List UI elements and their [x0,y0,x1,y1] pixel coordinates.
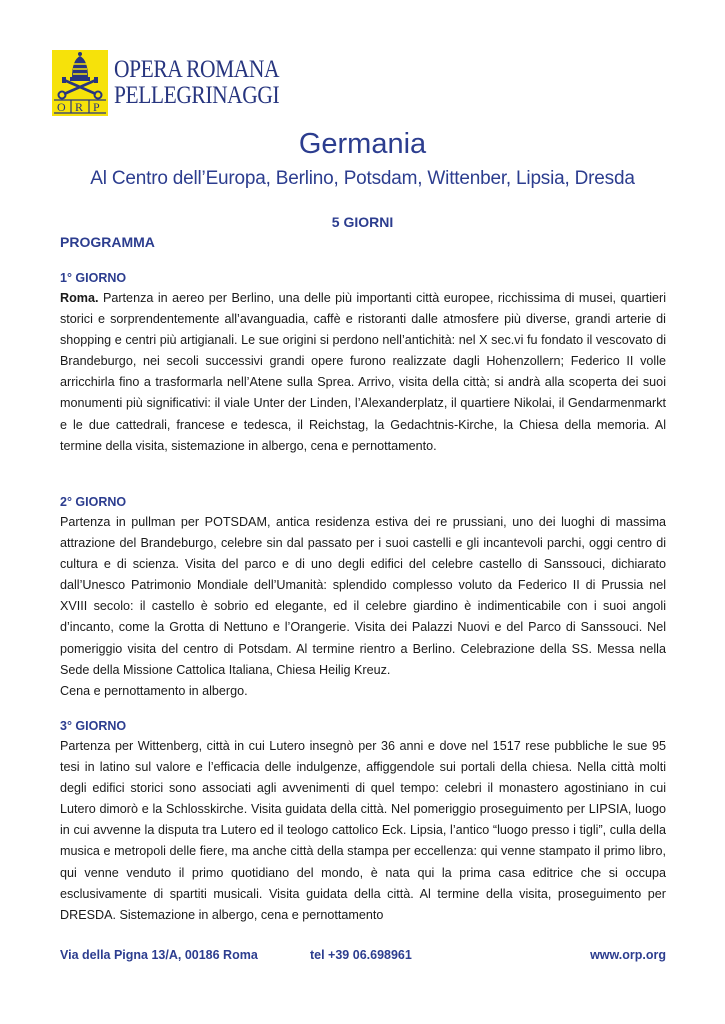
footer-phone: tel +39 06.698961 [310,948,412,962]
day-1-body: Partenza in aereo per Berlino, una delle più importanti città europee, ricchissima di musei, quartieri storici e sorprendentemente all’avanguadia, caffè e ristoranti dalle atmosfere più diverse, grandi arterie di shopping e centri più artigianali. Le sue origini si perdono nell’antichità: nel X sec.vi fu fondato il vescovato di Brandeburgo, nei secoli successivi grandi opere furono realizzate dagli Hohenzollern; Federico II volle arricchirla fino a trasformarla nell’Atene sulla Sprea. Arrivo, visita della città; si andrà alla scoperta dei suoi monumenti più significativi: il viale Unter der Linden, l’Alexanderplatz, il quartiere Nikolai, il Gendarmenmarkt e le due cattedrali, francese e tedesca, il Reichstag, la Gedachtnis-Kirche, la Chiesa della memoria. Al termine della visita, sistemazione in albergo, cena e pernottamento. [60,291,666,453]
day-3-text: Partenza per Wittenberg, città in cui Lutero insegnò per 36 anni e dove nel 1517 rese pubbliche le sue 95 tesi in latino sul valore e l’efficacia delle indulgenze, affiggendole sui portali della chiesa. Nella città molti degli edifici storici sono associati agli avvenimenti di quel tempo: celebri il monastero agostiniano in cui Lutero dimorò e la Schlosskirche. Visita guidata della città. Nel pomeriggio proseguimento per LIPSIA, luogo in cui avvenne la disputa tra Lutero ed il teologo cattolico Eck. Lipsia, l’antico “luogo presso i tigli”, culla della musica e metropoli delle fiere, ma anche città della stampa per eccellenza: qui venne stampato il primo libro, qui venne venduto il primo quotidiano del mondo, è nata qui la prima casa editrice che si occupa esclusivamente di spartiti musicali. Visita guidata della città. Al termine della visita, proseguimento per DRESDA. Sistemazione in albergo, cena e pernottamento [60,739,666,922]
footer-address: Via della Pigna 13/A, 00186 Roma [60,948,258,962]
programma-heading: PROGRAMMA [60,234,155,250]
page-footer [60,948,666,968]
day-2-heading: 2° GIORNO [60,495,127,509]
orp-logo [52,50,306,116]
day-3-section [60,716,666,926]
orp-emblem [52,50,108,116]
logo-line-1: OPERA ROMANA [114,56,280,83]
papal-crossed-keys-icon [52,50,108,116]
day-2-extra: Cena e pernottamento in albergo. [60,683,248,698]
day-1-text [60,288,666,457]
day-2-text: Partenza in pullman per POTSDAM, antica residenza estiva dei re prussiani, uno dei luoghi di massima attrazione del Brandeburgo, celebre sin dal passato per i suoi castelli e gli incantevoli parchi, oggi centro di cultura e di scienza. Visita del parco e di uno degli edifici del celebre castello di Sanssouci, dichiarato dall’Unesco Patrimonio Mondiale dell’Umanità: splendido complesso voluto da Federico II di Prussia nel XVIII secolo: il castello è sobrio ed elegante, ed il celebre giardino è indimenticabile con i suoi angoli d’incanto, come la Grotta di Nettuno e l’Orangerie. Visita dei Palazzi Nuovi e del Parco di Sanssouci. Nel pomeriggio visita del centro di Potsdam. Al termine rientro a Berlino. Celebrazione della SS. Messa nella Sede della Missione Cattolica Italiana, Chiesa Heilig Kreuz. [60,515,666,677]
day-3-heading: 3° GIORNO [60,719,127,733]
day-1-lead: Roma. [60,291,99,305]
day-1-heading: 1° GIORNO [60,271,127,285]
svg-text:R: R [75,100,84,114]
trip-duration: 5 GIORNI [331,214,394,230]
logo-line-2: PELLEGRINAGGI [114,82,280,109]
page-subtitle: Al Centro dell’Europa, Berlino, Potsdam, Wittenber, Lipsia, Dresda [90,168,635,189]
day-1-section [60,268,666,457]
page-title: Germania [298,128,427,160]
day-2-section [60,492,666,702]
svg-text:P: P [93,100,100,114]
svg-text:O: O [57,100,66,114]
footer-website: www.orp.org [590,948,666,962]
orp-logo-text [114,57,279,109]
